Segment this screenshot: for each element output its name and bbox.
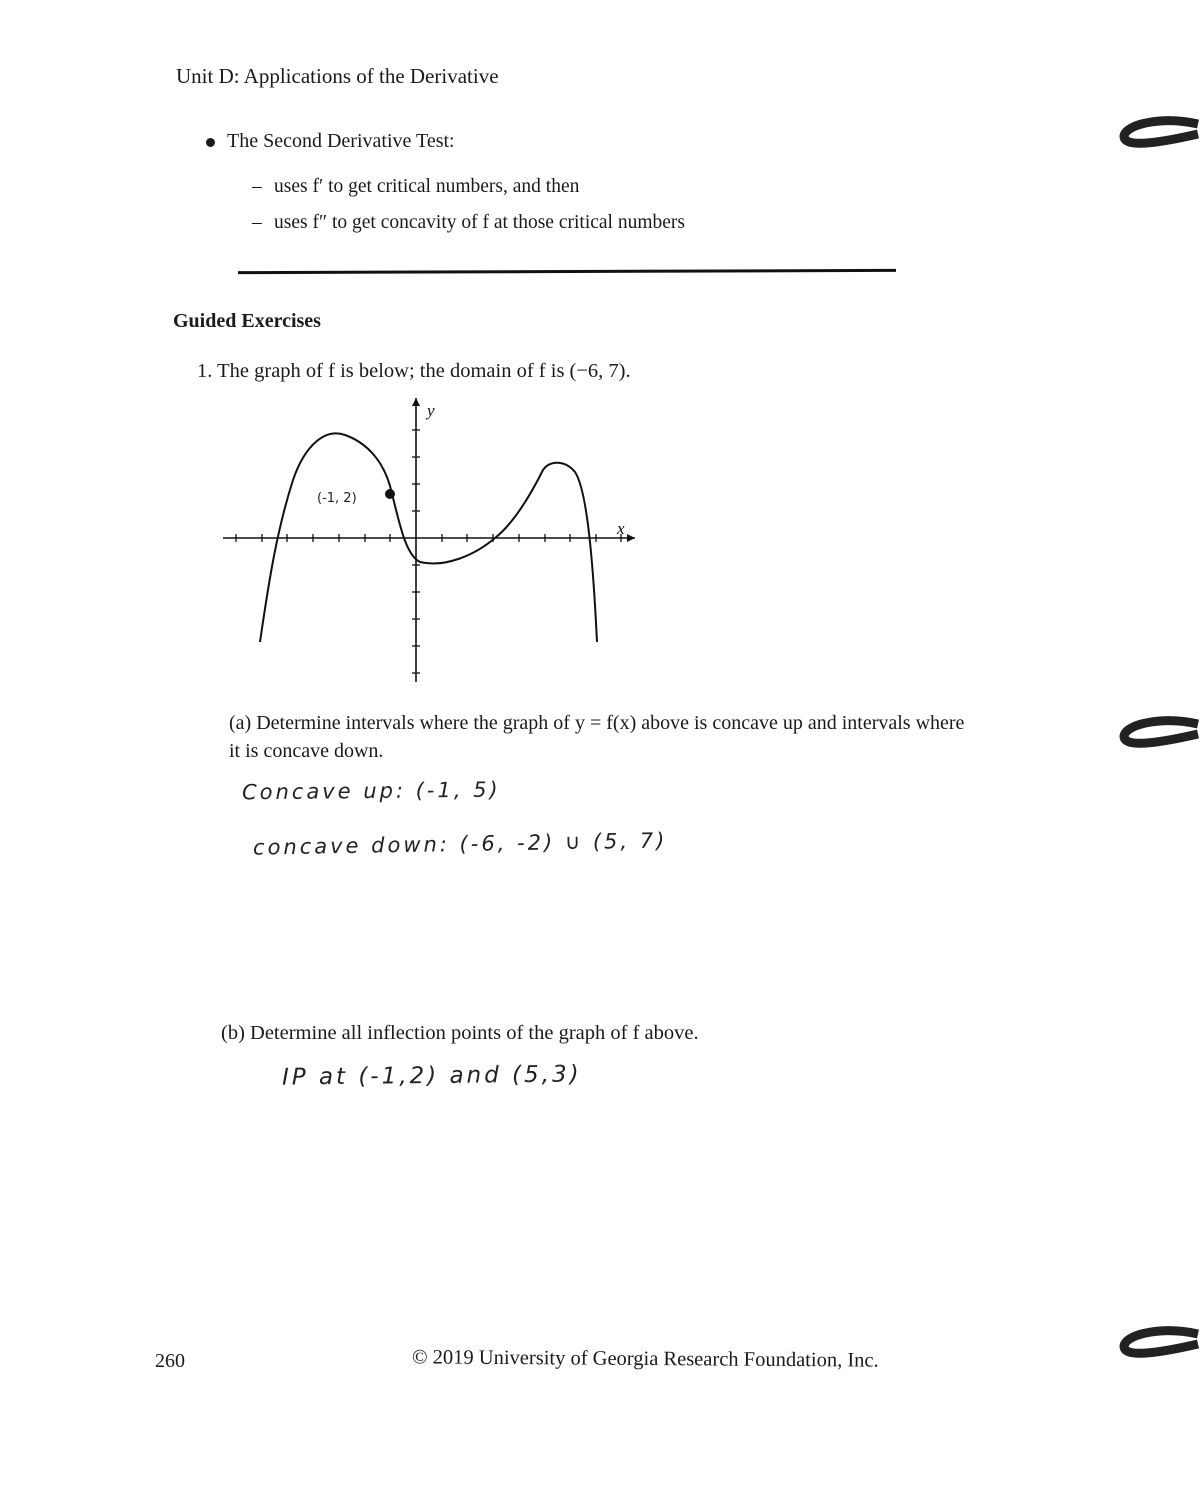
sub-item-2-text: uses f″ to get concavity of f at those critical numbers bbox=[274, 212, 685, 233]
part-b-label: (b) bbox=[221, 1022, 245, 1044]
section-title: Guided Exercises bbox=[173, 310, 321, 332]
bullet-text: The Second Derivative Test: bbox=[227, 130, 455, 152]
divider-rule bbox=[238, 269, 896, 274]
x-axis-label: x bbox=[617, 519, 625, 538]
sub-item-1: – uses f′ to get critical numbers, and then bbox=[252, 176, 580, 197]
exercise-number: 1. bbox=[197, 360, 213, 382]
function-graph bbox=[205, 390, 645, 690]
answer-inflection-points: IP at (-1,2) and (5,3) bbox=[281, 1061, 582, 1091]
y-axis-arrow-icon bbox=[412, 398, 420, 406]
binder-ring-icon bbox=[1112, 706, 1200, 756]
part-a-question bbox=[229, 709, 969, 765]
part-b-question bbox=[221, 1022, 699, 1045]
binder-ring-icon bbox=[1112, 1316, 1200, 1366]
part-a-label: (a) bbox=[229, 712, 252, 734]
copyright-notice: © 2019 University of Georgia Research Foundation, Inc. bbox=[411, 1346, 879, 1372]
second-derivative-test-bullet bbox=[206, 130, 455, 153]
exercise-prompt-text: The graph of f is below; the domain of f is (−6, 7). bbox=[217, 360, 631, 382]
part-b-text: Determine all inflection points of the graph of f above. bbox=[250, 1022, 699, 1044]
page-number: 260 bbox=[155, 1350, 185, 1372]
sub-item-1-text: uses f′ to get critical numbers, and then bbox=[274, 176, 580, 197]
sub-item-2: – uses f″ to get concavity of f at those critical numbers bbox=[252, 212, 685, 233]
binder-ring-icon bbox=[1112, 106, 1200, 156]
inflection-point-marker bbox=[385, 489, 395, 499]
exercise-1-prompt bbox=[197, 360, 631, 383]
y-axis-label: y bbox=[427, 401, 435, 420]
x-axis-arrow-icon bbox=[627, 534, 635, 542]
answer-concave-down: concave down: (-6, -2) ∪ (5, 7) bbox=[252, 828, 668, 860]
page-header: Unit D: Applications of the Derivative bbox=[176, 64, 499, 88]
part-a-text: Determine intervals where the graph of y = f(x) above is concave up and intervals where it is concave down. bbox=[229, 712, 965, 762]
point-label: (-1, 2) bbox=[317, 491, 357, 506]
answer-concave-up: Concave up: (-1, 5) bbox=[241, 777, 501, 805]
bullet-dot-icon bbox=[206, 138, 215, 147]
